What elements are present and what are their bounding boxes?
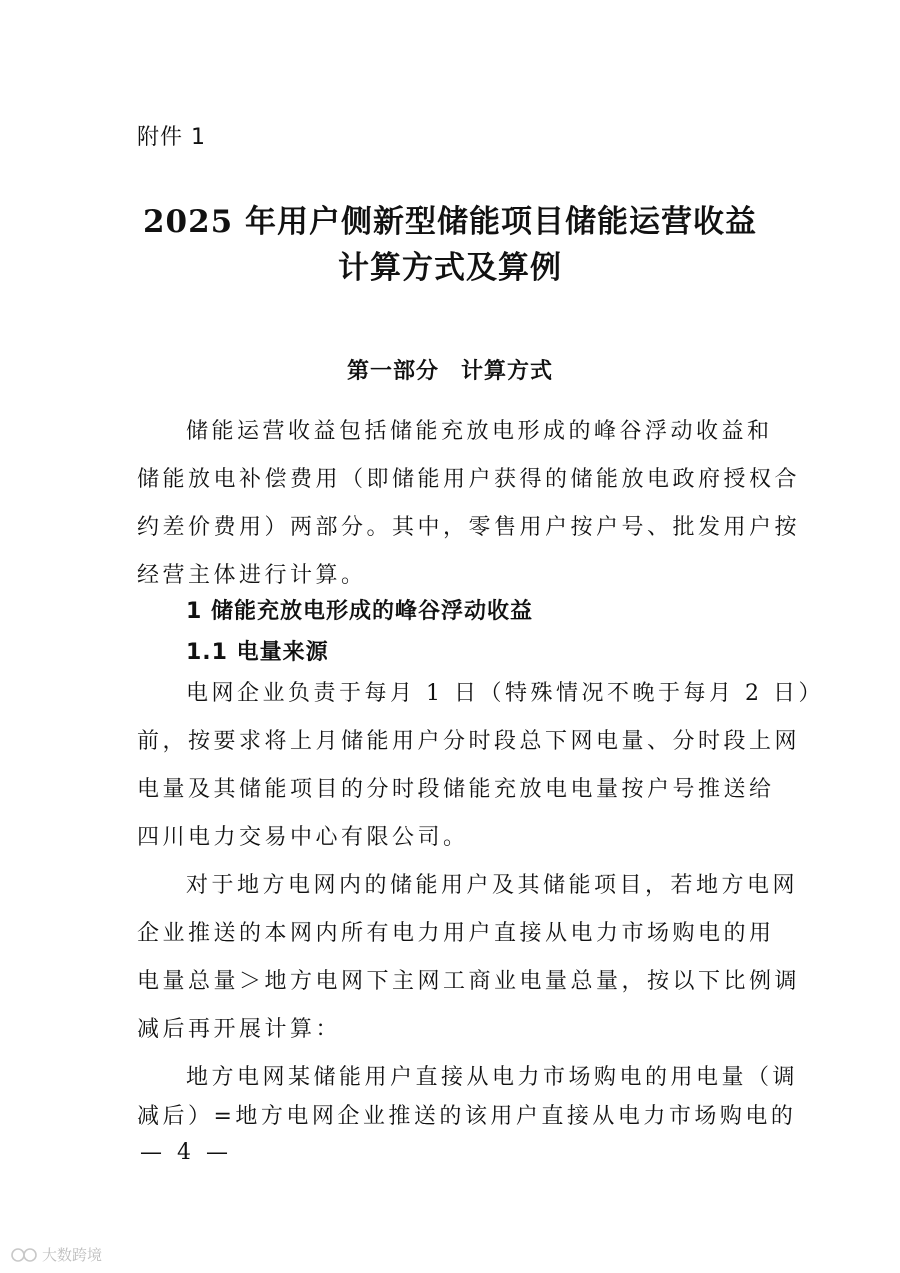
paragraph-line: 企业推送的本网内所有电力用户直接从电力市场购电的用 — [137, 921, 775, 946]
subheading-1-1: 1.1 电量来源 — [186, 640, 329, 665]
watermark — [10, 1244, 102, 1265]
paragraph-line: 经营主体进行计算。 — [137, 563, 367, 588]
attachment-label: 附件 1 — [137, 125, 206, 150]
paragraph-line: 约差价费用）两部分。其中，零售用户按户号、批发用户按 — [137, 515, 801, 540]
section-name: 计算方式 — [461, 359, 554, 384]
paragraph-line: 地方电网某储能用户直接从电力市场购电的用电量（调 — [186, 1065, 799, 1090]
paragraph-line: 减后再开展计算： — [137, 1017, 342, 1042]
section-heading — [0, 354, 900, 385]
paragraph-line: 对于地方电网内的储能用户及其储能项目，若地方电网 — [186, 873, 799, 898]
watermark-logo-icon — [10, 1246, 38, 1264]
paragraph-line: 储能运营收益包括储能充放电形成的峰谷浮动收益和 — [186, 419, 773, 444]
subheading-1: 1 储能充放电形成的峰谷浮动收益 — [186, 599, 533, 624]
paragraph-line: 电量总量＞地方电网下主网工商业电量总量，按以下比例调 — [137, 969, 801, 994]
paragraph-line: 前，按要求将上月储能用户分时段总下网电量、分时段上网 — [137, 729, 801, 754]
paragraph-line: 减后）=地方电网企业推送的该用户直接从电力市场购电的 — [137, 1104, 797, 1129]
page-number: — 4 — — [140, 1140, 232, 1165]
paragraph-line: 四川电力交易中心有限公司。 — [137, 825, 469, 850]
section-part: 第一部分 — [346, 359, 439, 384]
document-title-line-1: 2025 年用户侧新型储能项目储能运营收益 — [142, 204, 758, 240]
paragraph-line: 电量及其储能项目的分时段储能充放电电量按户号推送给 — [137, 777, 775, 802]
paragraph-line: 储能放电补偿费用（即储能用户获得的储能放电政府授权合 — [137, 467, 801, 492]
paragraph-line: 电网企业负责于每月 1 日（特殊情况不晚于每月 2 日） — [186, 681, 824, 706]
document-title-line-2: 计算方式及算例 — [338, 250, 562, 286]
watermark-text: 大数跨境 — [42, 1246, 103, 1264]
